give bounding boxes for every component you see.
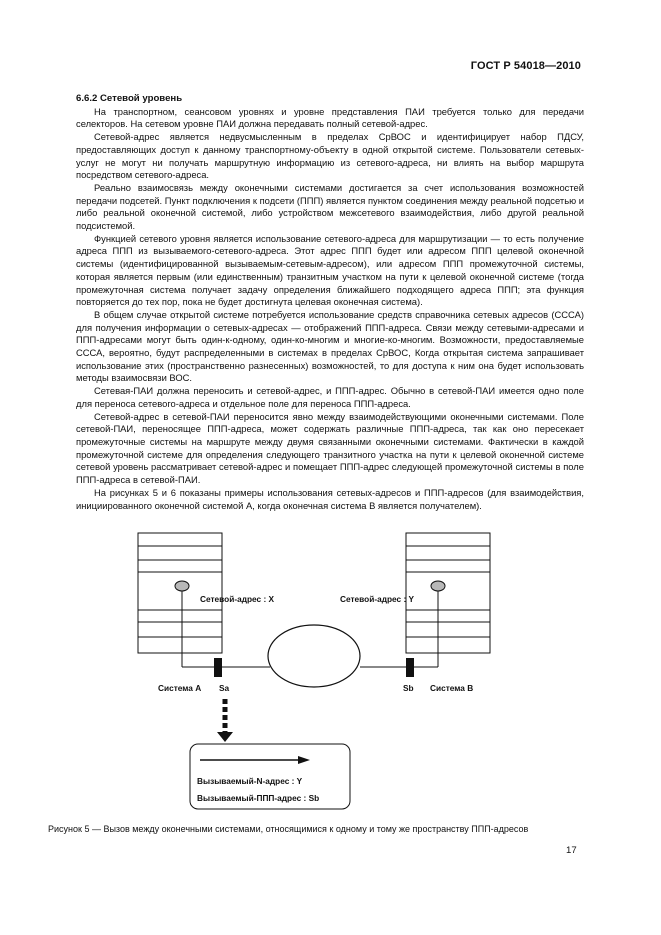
paragraph: Сетевой-адрес в сетевой-ПАИ переносится явно между взаимодействующими оконечными системами. Поле сетевой-ПАИ, переносящее ППП-адреса, может содержать различные ППП-адреса, так как оно пересекает промежуточные системы на маршруте между двумя связанными оконечными системами. Фактически в каждой промежуточной системе для определения следующего транзитного участка на пути к целевой оконечной системе сетевой уровень рассматривает сетевой-адрес и помещает ППП-адрес следующей промежуточной системы в поле ППП-адреса в сетевой-ПАИ.	[76, 410, 584, 486]
subnetwork-ellipse	[268, 625, 360, 687]
paragraph: На транспортном, сеансовом уровнях и уровне представления ПАИ требуется только для передачи селекторов. На сетевом уровне ПАИ должна передавать полный сетевой-адрес.	[76, 105, 584, 130]
paragraph: На рисунках 5 и 6 показаны примеры использования сетевых-адресов и ППП-адресов (для взаимодействия, инициированного оконечной системой А, когда оконечная система В является получателем).	[76, 486, 584, 511]
arrow-head-down	[217, 732, 233, 742]
paragraph: Функцией сетевого уровня является использование сетевого-адреса для маршрутизации — то есть получение адреса ППП из вызываемого-сетевого-адреса. Этот адрес ППП будет или адресом ППП целевой оконечной системы (идентифицированной вызываемым-сетевым-адресом), или адресом ППП промежуточной системы, которая является первым (или единственным) транзитным участком на пути к целевой оконечной системе (тогда промежуточная система получает задачу определения ближайшего подходящего адреса ППП; эта функция повторяется до тех пор, пока не будет достигнута целевая оконечная система).	[76, 232, 584, 308]
direction-arrow-head	[298, 756, 310, 764]
net-addr-a-label: Сетевой-адрес : X	[200, 594, 275, 604]
called-ppp-addr-label: Вызываемый-ППП-адрес : Sb	[197, 793, 320, 803]
sap-point-a	[175, 581, 189, 591]
system-a-stack	[138, 533, 222, 653]
sb-label: Sb	[403, 683, 414, 693]
section-title: 6.6.2 Сетевой уровень	[76, 93, 183, 104]
sb-attachment-point	[406, 658, 414, 677]
net-addr-b-label: Сетевой-адрес : Y	[340, 594, 415, 604]
system-b-stack	[406, 533, 490, 653]
paragraph: В общем случае открытой системе потребуется использование средств справочника сетевых адресов (СССА) для получения информации о сетевых-адресах — отображений ППП-адреса. Связи между сетевыми-адресами и ППП-адресами могут быть один-к-одному, один-ко-многим и многие-ко-многим. Возможности, предоставляемые СССА, вероятно, будут распределенными в системах в пределах СрВОС, Когда открытая система запрашивает использование этих (пространственно разнесенных) возможностей, то для доступа к ним она будет использовать методы взаимосвязи ВОС.	[76, 308, 584, 384]
page-number: 17	[566, 845, 577, 856]
paragraph: Сетевая-ПАИ должна переносить и сетевой-адрес, и ППП-адрес. Обычно в сетевой-ПАИ имеется одно поле для переноса сетевого-адреса и отдельное поле для переноса ППП-адреса.	[76, 385, 584, 409]
called-n-addr-label: Вызываемый-N-адрес : Y	[197, 776, 303, 786]
system-a-label: Система А	[158, 683, 202, 693]
sa-label: Sa	[219, 683, 230, 693]
system-b-label: Система В	[430, 683, 474, 693]
figure-caption: Рисунок 5 — Вызов между оконечными системами, относящимися к одному и тому же пространству ППП-адресов	[48, 824, 529, 834]
paragraph: Сетевой-адрес является недвусмысленным в пределах СрВОС и идентифицирует набор ПДСУ, предоставляющих доступ к данному транспортному-объекту в одной открытой системе. Пользователи сетевых-услуг не могут ни получать маршрутную информацию из сетевого-адреса, ни влиять на выбор маршрута посредством сетевого-адреса.	[76, 131, 584, 181]
sap-point-b	[431, 581, 445, 591]
standard-header: ГОСТ Р 54018—2010	[470, 60, 581, 72]
sa-attachment-point	[214, 658, 222, 677]
paragraph: Реально взаимосвязь между оконечными системами достигается за счет использования возможностей передачи подсетей. Пункт подключения к подсети (ППП) является пунктом соединения между реальной подсетью и либо реальной оконечной системой, либо устройством межсетевого взаимодействия, либо другой реальной подсистемой.	[76, 181, 584, 232]
